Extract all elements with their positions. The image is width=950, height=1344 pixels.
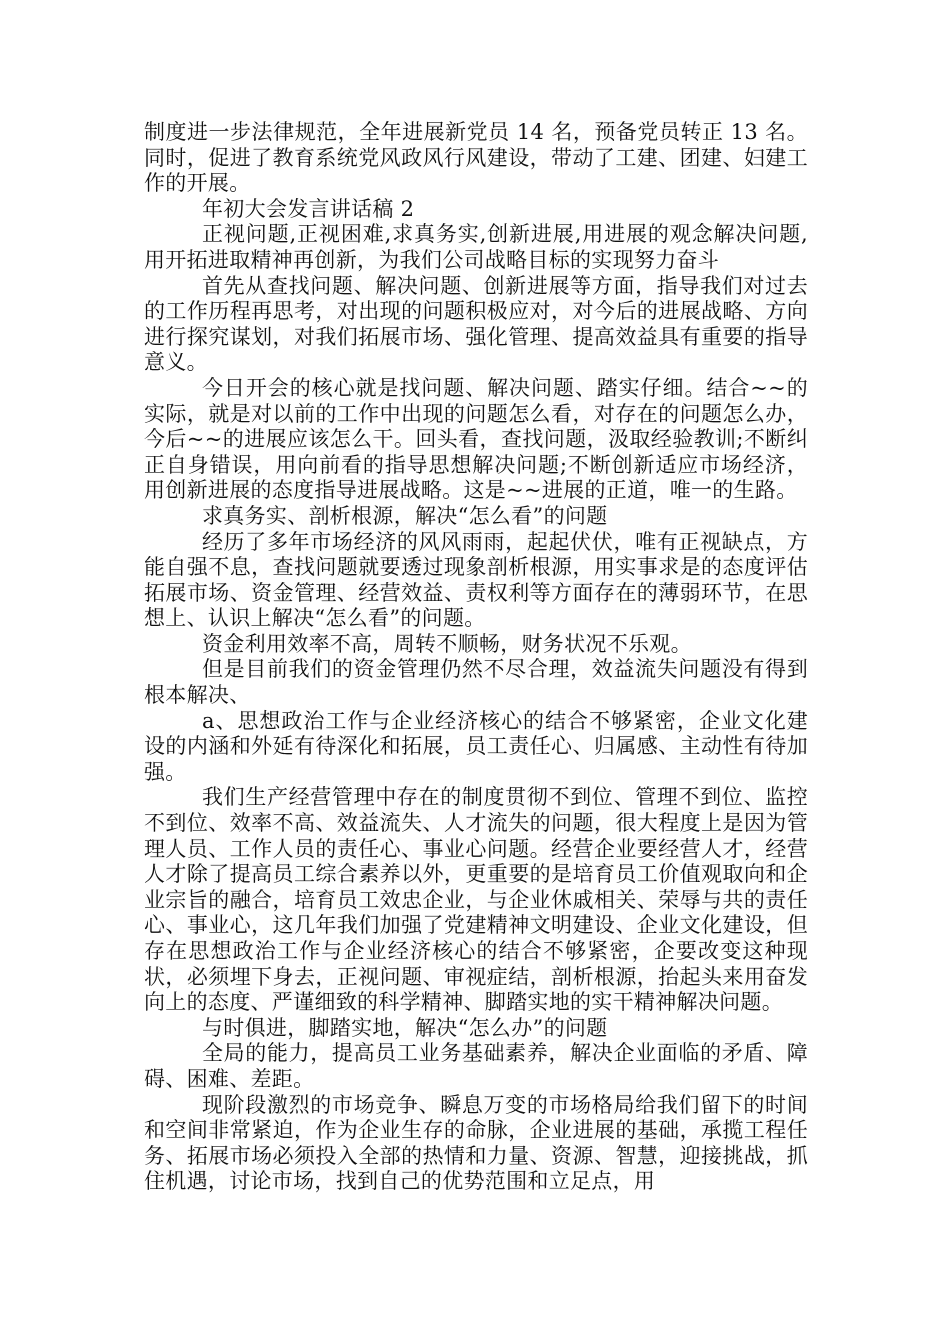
section-heading: 与时俱进，脚踏实地，解决“怎么办”的问题	[202, 1015, 608, 1040]
paragraph-text: a、思想政治工作与企业经济核心的结合不够紧密，企业文化建设的内涵和外延有待深化和拓展，员工责任心、归属感、主动性有待加强。	[144, 708, 808, 784]
paragraph-text: 但是目前我们的资金管理仍然不尽合理，效益流失问题没有得到根本解决、	[144, 657, 808, 708]
paragraph-text: 资金利用效率不高，周转不顺畅，财务状况不乐观。	[202, 631, 692, 656]
paragraph-text: 现阶段激烈的市场竞争、瞬息万变的市场格局给我们留下的时间和空间非常紧迫，作为企业生存的命脉，企业进展的基础，承揽工程任务、拓展市场必须投入全部的热情和力量、资源、智慧，迎接挑战，抓住机遇，讨论市场，找到自己的优势范围和立足点，用	[144, 1092, 808, 1194]
paragraph-text: 我们生产经营管理中存在的制度贯彻不到位、管理不到位、监控不到位、效率不高、效益流失、人才流失的问题，很大程度上是因为管理人员、工作人员的责任心、事业心问题。经营企业要经营人才，经营人才除了提高员工综合素养以外，更重要的是培育员工价值观取向和企业宗旨的融合，培育员工效忠企业，与企业休戚相关、荣辱与共的责任心、事业心，这几年我们加强了党建精神文明建设、企业文化建设，但存在思想政治工作与企业经济核心的结合不够紧密，企要改变这种现状，必须埋下身去，正视问题、审视症结，剖析根源，抬起头来用奋发向上的态度、严谨细致的科学精神、脚踏实地的实干精神解决问题。	[144, 785, 808, 1015]
paragraph-text: 全局的能力，提高员工业务基础素养，解决企业面临的矛盾、障碍、困难、差距。	[144, 1041, 808, 1091]
section-heading: 年初大会发言讲话稿 2	[202, 196, 415, 221]
section-heading: 求真务实、剖析根源，解决“怎么看”的问题	[202, 503, 608, 528]
paragraph-text: 经历了多年市场经济的风风雨雨，起起伏伏，唯有正视缺点，方能自强不息，查找问题就要透过现象剖析根源，用实事求是的态度评估拓展市场、资金管理、经营效益、责权利等方面存在的薄弱环节，在思想上、认识上解决“怎么看”的问题。	[144, 529, 808, 631]
paragraph-text: 正视问题,正视困难,求真务实,创新进展,用进展的观念解决问题,用开拓进取精神再创新，为我们公司战略目标的实现努力奋斗	[144, 222, 808, 272]
document-body	[144, 120, 808, 1195]
paragraph-text: 制度进一步法律规范，全年进展新党员 14 名，预备党员转正 13 名。同时，促进了教育系统党风政风行风建设，带动了工建、团建、妇建工作的开展。	[144, 120, 808, 196]
paragraph-text: 首先从查找问题、解决问题、创新进展等方面，指导我们对过去的工作历程再思考，对出现的问题积极应对，对今后的进展战略、方向进行探究谋划，对我们拓展市场、强化管理、提高效益具有重要的指导意义。	[144, 273, 808, 375]
paragraph-text: 今日开会的核心就是找问题、解决问题、踏实仔细。结合~~的实际，就是对以前的工作中出现的问题怎么看，对存在的问题怎么办，今后~~的进展应该怎么干。回头看，查找问题，汲取经验教训;不断纠正自身错误，用向前看的指导思想解决问题;不断创新适应市场经济，用创新进展的态度指导进展战略。这是~~进展的正道，唯一的生路。	[144, 375, 808, 503]
